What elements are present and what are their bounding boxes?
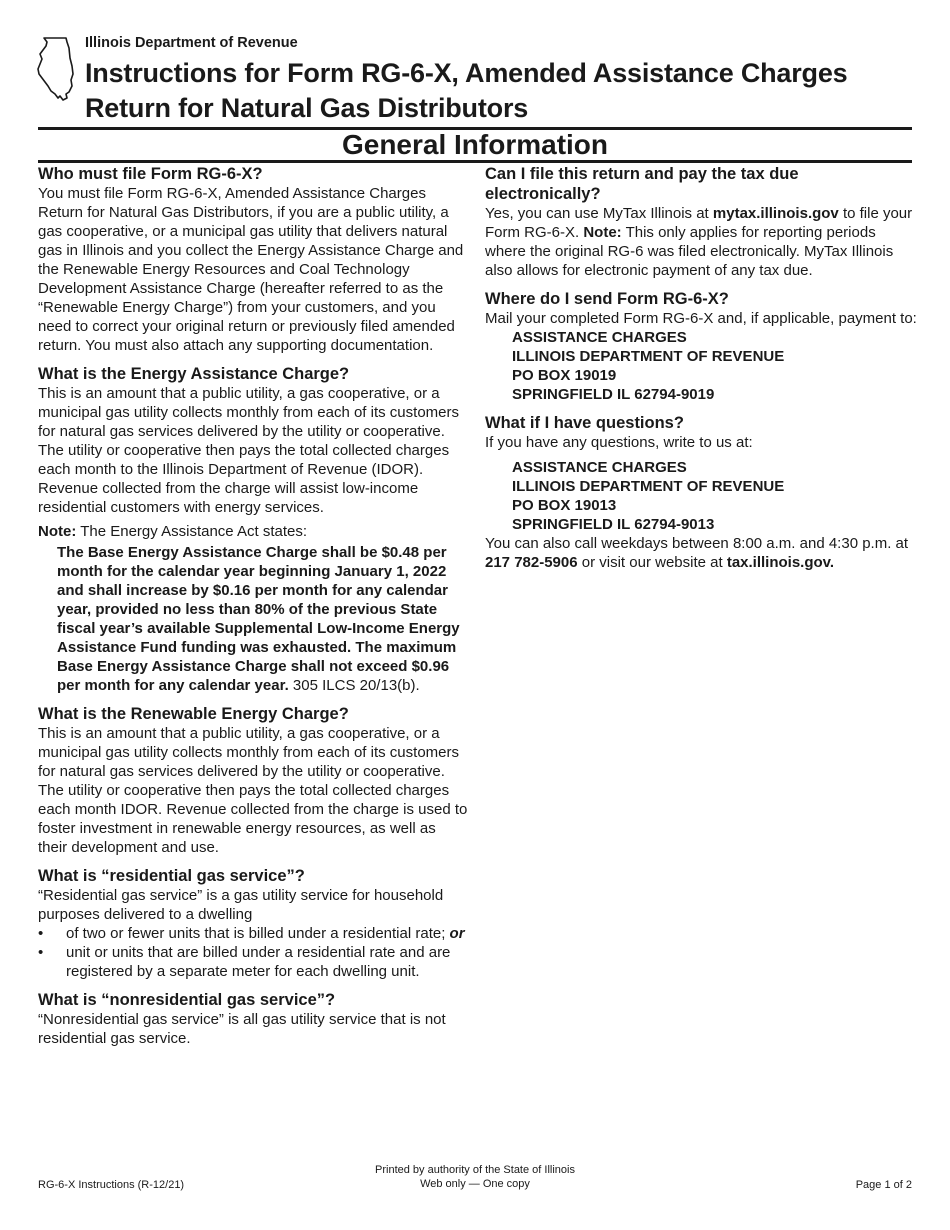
- renewable-energy-heading: What is the Renewable Energy Charge?: [38, 705, 349, 723]
- energy-act-citation: 305 ILCS 20/13(b).: [288, 677, 420, 694]
- who-must-file-section: [38, 164, 468, 355]
- footer-center: [0, 1163, 950, 1191]
- electronic-filing-section: [485, 164, 917, 280]
- where-to-send-body: Mail your completed Form RG-6-X and, if applicable, payment to:: [485, 310, 917, 327]
- footer-page-number: Page 1 of 2: [855, 1179, 912, 1191]
- mailing-address: [485, 328, 917, 404]
- footer-copy-note: Web only — One copy: [420, 1178, 530, 1190]
- electronic-text-1: Yes, you can use MyTax Illinois at: [485, 205, 713, 222]
- title-prefix: Instructions for Form: [85, 58, 362, 88]
- residential-service-body: “Residential gas service” is a gas utility service for household purposes delivered to a dwelling: [38, 887, 444, 923]
- residential-bullet-2: unit or units that are billed under a residential rate and are registered by a separate meter for each dwelling unit.: [66, 944, 451, 980]
- list-item: [38, 924, 468, 943]
- electronic-filing-heading: Can I file this return and pay the tax due electronically?: [485, 165, 799, 203]
- energy-note-label: Note:: [38, 523, 77, 540]
- residential-bullets: [38, 924, 468, 981]
- left-column: [38, 164, 468, 1057]
- energy-note-text: The Energy Assistance Act states:: [76, 523, 308, 540]
- address-line: ILLINOIS DEPARTMENT OF REVENUE: [512, 478, 785, 495]
- agency-name: Illinois Department of Revenue: [85, 35, 298, 51]
- address-line: ASSISTANCE CHARGES: [512, 329, 687, 346]
- where-to-send-section: [485, 289, 917, 404]
- who-must-file-heading: Who must file Form RG-6-X?: [38, 165, 263, 183]
- electronic-note-label: Note:: [583, 224, 622, 241]
- footer-printed-by: Printed by authority of the State of Illinois: [375, 1164, 575, 1176]
- title-main: RG-6-X, Amended Assistance Charges: [361, 58, 848, 88]
- residential-bullet-1: of two or fewer units that is billed under a residential rate;: [66, 925, 450, 942]
- electronic-text-3: This only applies for reporting periods where the original RG-6 was filed electronically. MyTax Illinois also allows for electronic payment of any tax due.: [485, 224, 894, 279]
- illinois-state-outline-icon: [36, 36, 76, 102]
- where-to-send-heading: Where do I send Form RG-6-X?: [485, 290, 729, 308]
- header-rule-bottom: [38, 160, 912, 163]
- right-column: [485, 164, 917, 581]
- nonresidential-service-body: “Nonresidential gas service” is all gas utility service that is not residential gas service.: [38, 1011, 446, 1047]
- nonresidential-service-section: [38, 990, 468, 1048]
- energy-act-quote-bold: The Base Energy Assistance Charge shall be $0.48 per month for the calendar year beginning January 1, 2022 and shall increase by $0.16 per month for any calendar year, provided no less than 80% of the previous State fiscal year’s available Supplemental Low-Income Energy Assistance Fund funding was exhausted. The maximum Base Energy Assistance Charge shall not exceed $0.96 per month for any calendar year.: [57, 544, 460, 694]
- energy-act-quote: [38, 543, 468, 695]
- who-must-file-body: You must file Form RG-6-X, Amended Assistance Charges Return for Natural Gas Distributors, if you are a public utility, a gas cooperative, or a municipal gas utility that delivers natural gas in Illinois and you collect the Energy Assistance Charge and the Renewable Energy Resources and Coal Technology Development Assistance Charge (hereafter referred to as the “Renewable Energy Charge”) from your customers, and you need to correct your original return or previously filed amended return. You must also attach any supporting documentation.: [38, 185, 464, 354]
- phone-number[interactable]: 217 782-5906: [485, 554, 578, 571]
- contact-text-1: You can also call weekdays between 8:00 a.m. and 4:30 p.m. at: [485, 535, 909, 552]
- renewable-energy-section: [38, 704, 468, 857]
- questions-body: If you have any questions, write to us at:: [485, 434, 753, 451]
- address-line: PO BOX 19013: [512, 497, 617, 514]
- energy-note: [38, 522, 468, 541]
- questions-section: [485, 413, 917, 572]
- address-line: ILLINOIS DEPARTMENT OF REVENUE: [512, 348, 785, 365]
- energy-assistance-body: This is an amount that a public utility, a gas cooperative, or a municipal gas utility collects monthly from each of its customers for natural gas services delivered by the utility or cooperative. The utility or cooperative then pays the total collected charges each month to the Illinois Department of Revenue (IDOR). Revenue collected from the charge will assist low-income residential customers with energy services.: [38, 385, 459, 516]
- renewable-energy-body: This is an amount that a public utility, a gas cooperative, or a municipal gas utility collects monthly from each of its customers for natural gas services delivered by the utility or cooperative. The utility or cooperative then pays the total collected charges each month IDOR. Revenue collected from the charge is used to foster investment in renewable energy resources, as well as their development and use.: [38, 725, 468, 856]
- section-title: General Information: [341, 129, 609, 160]
- title-line2: Return for Natural Gas Distributors: [85, 93, 529, 123]
- questions-contact: [485, 534, 917, 572]
- questions-heading: What if I have questions?: [485, 414, 684, 432]
- website-link[interactable]: tax.illinois.gov.: [726, 554, 835, 571]
- address-line: SPRINGFIELD IL 62794-9019: [512, 386, 715, 403]
- page-title: [85, 56, 925, 126]
- electronic-filing-body: [485, 204, 917, 280]
- address-line: SPRINGFIELD IL 62794-9013: [512, 516, 715, 533]
- energy-assistance-section: [38, 364, 468, 695]
- electronic-text-2: to file your Form RG-6-X.: [485, 205, 913, 241]
- footer-form-id: RG-6-X Instructions (R-12/21): [38, 1179, 185, 1191]
- energy-assistance-heading: What is the Energy Assistance Charge?: [38, 365, 350, 383]
- contact-text-2: or visit our website at: [577, 554, 727, 571]
- mytax-link[interactable]: mytax.illinois.gov: [712, 205, 839, 222]
- nonresidential-service-heading: What is “nonresidential gas service”?: [38, 991, 336, 1009]
- residential-service-heading: What is “residential gas service”?: [38, 867, 305, 885]
- questions-address: [485, 458, 917, 534]
- residential-service-section: [38, 866, 468, 981]
- list-item: [38, 943, 468, 981]
- address-line: PO BOX 19019: [512, 367, 617, 384]
- address-line: ASSISTANCE CHARGES: [512, 459, 687, 476]
- residential-bullet-1-or: or: [449, 925, 465, 942]
